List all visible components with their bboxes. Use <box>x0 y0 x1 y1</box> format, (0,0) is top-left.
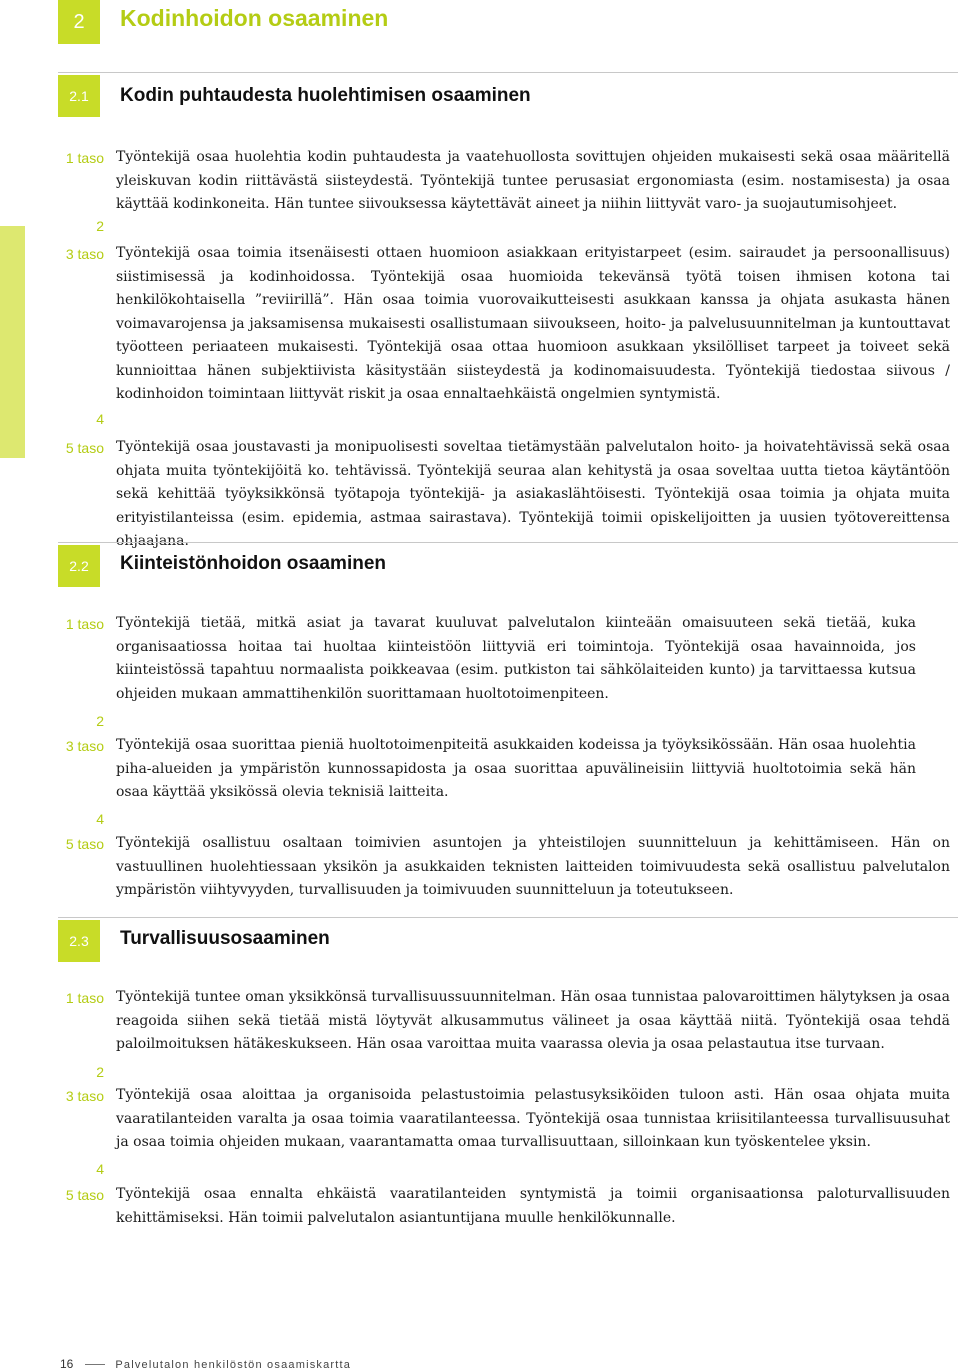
level-description: Työntekijä osaa huolehtia kodin puhtaudesta ja vaatehuollosta sovittujen ohjeiden mukaisesti sekä osaa määritellä yleiskuvan kodin riittävästä siisteydestä. Työntekijä tuntee perusasiat ergonomiasta (esim. nostamisesta) ja osaa käyttää kodinkoneita. Hän tuntee siivouksessa käytettävät aineet ja niihin liittyvät varo- ja suojautumisohjeet. <box>116 149 950 212</box>
section-divider <box>58 542 958 543</box>
level-label: 3 taso <box>65 246 104 262</box>
level-label: 1 taso <box>65 990 104 1006</box>
chapter-number-box: 2 <box>58 0 100 44</box>
level-label: 5 taso <box>65 440 104 456</box>
page-number: 16 <box>60 1357 74 1371</box>
level-description: Työntekijä osaa joustavasti ja monipuolisesti soveltaa tietämystään palvelutalon hoito- ja hoivatehtävissä sekä osaa ohjata muita työntekijöitä ko. tehtävissä. Työntekijä seuraa alan kehitystä ja osaa soveltaa uutta tietoa käytäntöön sekä kehittää työyksikkönsä työtapoja työntekijä- ja asiakaslähtöisesti. Työntekijä osaa toimia ja ohjata muita erityistilanteissa (esim. epidemia, astmaa sairastava). Työntekijä toimii opiskelijoitten ja uusien työtovereittensa ohjaajana. <box>116 439 950 549</box>
level-label: 4 <box>96 1161 104 1177</box>
footer-dash <box>85 1364 105 1365</box>
level-label: 5 taso <box>65 836 104 852</box>
level-label: 2 <box>96 713 104 729</box>
level-description: Työntekijä tietää, mitkä asiat ja tavarat kuuluvat palvelutalon kiinteään omaisuuteen sekä tietää, kuka organisaatiossa hoitaa tai huoltaa kiinteistöön liittyviä eri toimintoja. Työntekijä osaa havainnoida, jos kiinteistössä tapahtuu normaalista poikkeavaa (esim. putkiston tai sähkölaiteiden kunto) ja tarvittaessa kutsua ohjeiden mukaan ammattihenkilön suorittamaan huoltotoimenpiteen. <box>116 615 916 702</box>
section-number-box: 2.3 <box>58 920 100 962</box>
section-divider <box>58 917 958 918</box>
section-title: Kiinteistönhoidon osaaminen <box>120 553 387 574</box>
footer-title: Palvelutalon henkilöstön osaamiskartta <box>115 1359 352 1371</box>
level-label: 5 taso <box>65 1187 104 1203</box>
level-label: 4 <box>96 411 104 427</box>
section-number-box: 2.2 <box>58 545 100 587</box>
level-label: 2 <box>96 218 104 234</box>
level-label: 2 <box>96 1064 104 1080</box>
section-title: Kodin puhtaudesta huolehtimisen osaaminen <box>120 85 531 106</box>
level-label: 3 taso <box>65 738 104 754</box>
section-divider <box>58 72 958 73</box>
chapter-title: Kodinhoidon osaaminen <box>120 5 389 31</box>
level-description: Työntekijä osaa toimia itsenäisesti ottaen huomioon asiakkaan erityistarpeet (esim. sairaudet ja persoonallisuus) siistimisessä ja kodinhoidossa. Työntekijä osaa huomioida tekevänsä työtä toisen ihmisen kotona tai henkilökohtaisella ”reviirillä”. Hän osaa toimia vuorovaikutteisesti asukkaan kanssa ja ohjata asukasta hänen voimavarojensa ja jaksamisensa mukaisesti osallistumaan siivoukseen, hoito- ja palvelusuunnitelman ja kuntouttavat työotteen periaateen mukaisesti. Työntekijä osaa ottaa huomioon asukkaan yksilölliset tarpeet ja toiveet sekä kunnioittaa hänen subjektiivista käsitystään siisteydestä ja kodinomaisuudesta. Työntekijä tiedostaa siivous / kodinhoidon toimintaan liittyvät riskit ja osaa ennaltaehkäistä ongelmien syntymistä. <box>116 245 950 402</box>
level-description: Työntekijä osaa aloittaa ja organisoida pelastustoimia pelastusyksiköiden tuloon asti. Hän osaa ohjata muita vaaratilanteiden varalta ja osaa toimia vaaratilanteessa. Työntekijä osaa tunnistaa kriisitilanteessa turvallisuusuhat ja osaa toimia ohjeiden mukaan, vaarantamatta omaa turvallisuuttaan, silloinkaan kun työskentelee yksin. <box>116 1087 950 1150</box>
level-description: Työntekijä tuntee oman yksikkönsä turvallisuussuunnitelman. Hän osaa tunnistaa palovaroittimen hälytyksen ja osaa reagoida siihen sekä tietää mistä löytyvät alkusammutus välineet ja osaa käyttää niitä. Työntekijä osaa tehdä paloilmoituksen hätäkeskukseen. Hän osaa varoittaa muita vaarassa olevia ja osaa pelastautua itse turvaan. <box>116 989 950 1052</box>
level-description: Työntekijä osallistuu osaltaan toimivien asuntojen ja yhteistilojen suunnitteluun ja kehittämiseen. Hän on vastuullinen huolehtiessaan yksikön ja asukkaiden teknisten laitteiden toimivuudesta sekä osallistuu palvelutalon ympäristön viihtyvyyden, turvallisuuden ja toimivuuden suunnitteluun ja toteutukseen. <box>116 835 950 898</box>
level-label: 1 taso <box>65 150 104 166</box>
section-number-box: 2.1 <box>58 75 100 117</box>
level-label: 3 taso <box>65 1088 104 1104</box>
level-description: Työntekijä osaa suorittaa pieniä huoltotoimenpiteitä asukkaiden kodeissa ja työyksikössään. Hän osaa huolehtia piha-alueiden ja ympäristön kunnossapidosta ja osaa suorittaa apuvälineisiin liittyviä huoltotoimia sekä hän osaa käyttää yksikössä olevia teknisiä laitteita. <box>116 737 916 800</box>
page-footer <box>60 1357 351 1371</box>
level-description: Työntekijä osaa ennalta ehkäistä vaaratilanteiden syntymistä ja toimii organisaationsa paloturvallisuuden kehittämiseksi. Hän toimii palvelutalon asiantuntijana muulle henkilökunnalle. <box>116 1186 950 1226</box>
section-title: Turvallisuusosaaminen <box>120 928 330 949</box>
level-label: 4 <box>96 811 104 827</box>
level-label: 1 taso <box>65 616 104 632</box>
